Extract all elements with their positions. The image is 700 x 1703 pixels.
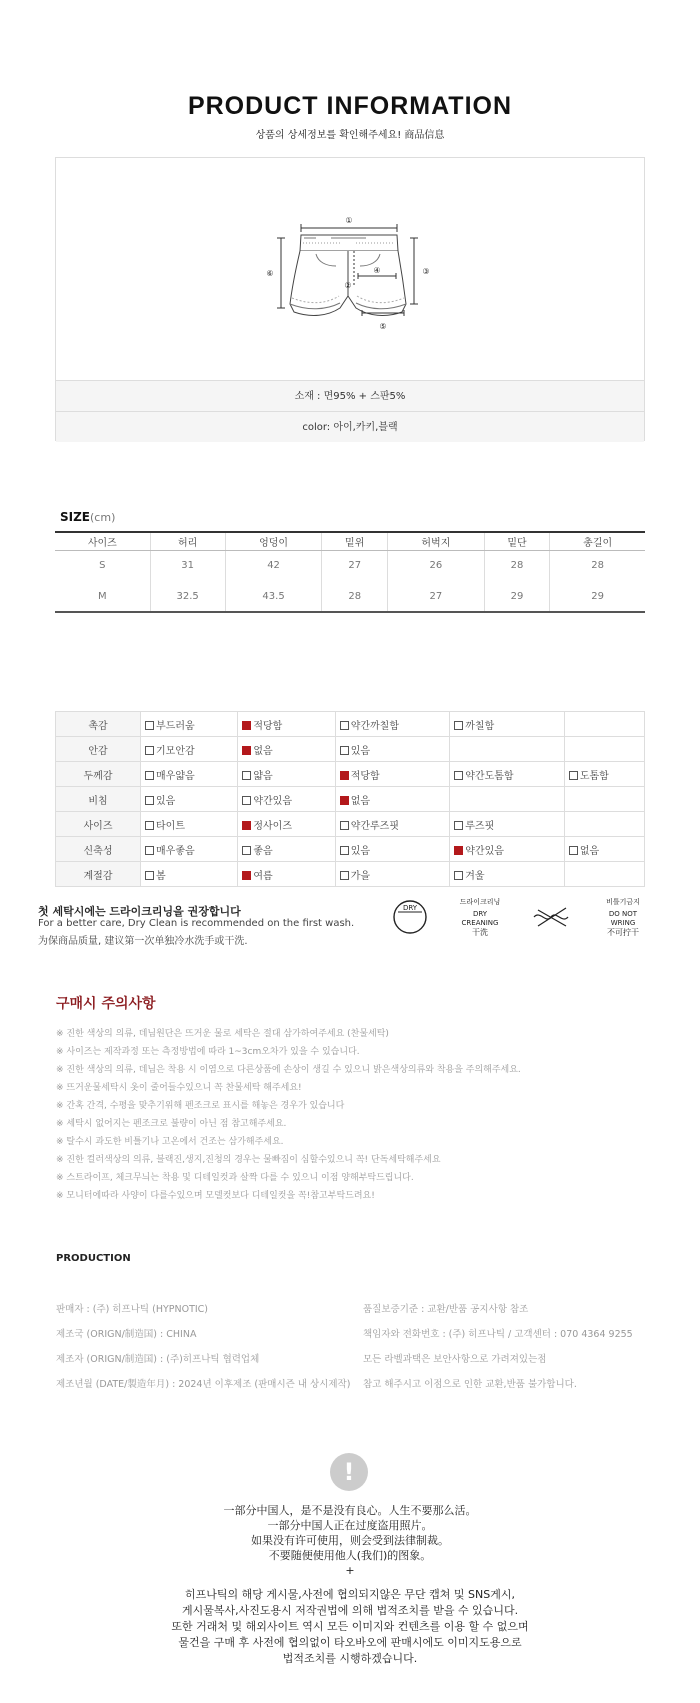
size-cell: 28: [484, 550, 550, 581]
do-not-wring-icon: [530, 902, 572, 932]
wring-en1: DO NOT: [608, 910, 638, 918]
unchecked-box-icon: [340, 871, 349, 880]
copyright-line: 법적조치를 시행하겠습니다.: [282, 1652, 418, 1665]
checked-box-icon: [340, 796, 349, 805]
size-cell: 43.5: [225, 581, 322, 612]
wring-kr: 비틀기금지: [606, 898, 640, 906]
copyright-line: 如果没有许可使用，则会受到法律制裁。: [251, 1534, 449, 1547]
size-cell: 29: [550, 581, 645, 612]
size-cell: 28: [550, 550, 645, 581]
production-line: 책임자와 전화번호 : (주) 히프나틱 / 고객센터 : 070 4364 9255: [363, 1329, 633, 1340]
dry-clean-icon: [390, 897, 430, 937]
unchecked-box-icon: [145, 721, 154, 730]
notice-item: ※ 모니터에따라 사양이 다를수있으며 모델컷보다 디테일컷을 꼭!참고부탁드려요!: [56, 1191, 375, 1201]
size-heading-label: SIZE: [60, 510, 91, 524]
size-cell: 42: [225, 550, 322, 581]
fit-option-label: 약간도톰함: [465, 770, 514, 782]
production-line: 품질보증기준 : 교환/반품 공지사항 참조: [363, 1304, 529, 1315]
fit-table: [55, 711, 645, 887]
notice-item: ※ 스트라이프, 체크무늬는 착용 및 디테일컷과 살짝 다를 수 있으니 이점 양해부탁드립니다.: [56, 1173, 414, 1183]
fit-option: [141, 762, 238, 787]
notice-item: ※ 간혹 간격, 수평을 맞추기위해 펜조크로 표시를 해놓은 경우가 있습니다: [56, 1101, 345, 1111]
fit-option-label: 겨울: [465, 870, 485, 882]
fit-option: [450, 737, 565, 762]
size-header-cell: 허리: [150, 532, 225, 550]
fit-option: [335, 712, 450, 737]
fit-option-label: 기모안감: [156, 745, 195, 757]
size-cell: 32.5: [150, 581, 225, 612]
notice-item: ※ 세탁시 없어지는 펜조크로 불량이 아닌 점 참고해주세요.: [56, 1119, 287, 1129]
unchecked-box-icon: [340, 721, 349, 730]
unchecked-box-icon: [340, 821, 349, 830]
unchecked-box-icon: [454, 771, 463, 780]
production-line: 제조국 (ORIGN/制造国) : CHINA: [56, 1329, 197, 1340]
fit-option: [238, 862, 335, 887]
dry-clean-en2: CREANING: [461, 919, 499, 927]
fit-option-label: 없음: [253, 745, 273, 757]
fit-option: [564, 862, 644, 887]
unchecked-box-icon: [145, 821, 154, 830]
shorts-diagram-svg: [56, 158, 646, 380]
unchecked-box-icon: [569, 771, 578, 780]
fit-row-label: 두께감: [56, 762, 141, 787]
copyright-line: 一部分中国人，是不是没有良心。人生不要那么活。: [223, 1504, 477, 1517]
copyright-line: 不要随便使用他人(我们)的图象。: [268, 1549, 432, 1562]
production-line: 참고 해주시고 이점으로 인한 교환,반품 불가합니다.: [363, 1379, 577, 1390]
fit-option: [141, 837, 238, 862]
marker-6: ⑥: [266, 269, 274, 278]
fit-option: [564, 762, 644, 787]
fit-option: [141, 787, 238, 812]
page-subtitle: 상품의 상세정보를 확인해주세요! 商品信息: [255, 130, 445, 141]
size-heading: [60, 510, 115, 524]
fit-option: [238, 712, 335, 737]
fit-option-label: 약간루즈핏: [350, 820, 399, 832]
size-cell: 28: [322, 581, 388, 612]
fit-option-label: 타이트: [156, 820, 185, 832]
fit-option: [238, 837, 335, 862]
size-header-cell: 총길이: [550, 532, 645, 550]
size-header-cell: 엉덩이: [225, 532, 322, 550]
dry-clean-label: [450, 898, 510, 937]
production-line: 제조자 (ORIGN/制造国) : (주)히프나틱 협력업체: [56, 1354, 260, 1365]
fit-row: [56, 812, 645, 837]
do-not-wring-label: [597, 898, 649, 937]
fit-option-label: 루즈핏: [465, 820, 495, 832]
copyright-line: 물건을 구매 후 사전에 협의없이 타오바오에 판매시에도 이미지도용으로: [178, 1636, 522, 1649]
fit-option: [238, 812, 335, 837]
fit-option: [450, 762, 565, 787]
fit-option-label: 까칠함: [465, 720, 495, 732]
unchecked-box-icon: [454, 721, 463, 730]
fit-row: [56, 837, 645, 862]
fit-option: [564, 812, 644, 837]
fit-option-label: 부드러움: [156, 720, 195, 732]
dry-clean-cn: 干洗: [472, 928, 488, 937]
fit-row-label: 계절감: [56, 862, 141, 887]
size-cell: S: [99, 560, 106, 572]
fit-row-label: 안감: [56, 737, 141, 762]
marker-4: ④: [373, 266, 381, 275]
production-right: [363, 1297, 633, 1397]
copyright-line: 히프나틱의 해당 게시물,사전에 협의되지않은 무단 캡쳐 및 SNS게시,: [185, 1588, 515, 1601]
fit-option: [564, 712, 644, 737]
fit-option: [141, 712, 238, 737]
wash-english: For a better care, Dry Clean is recommended on the first wash.: [38, 918, 355, 929]
fit-option: [335, 812, 450, 837]
unchecked-box-icon: [145, 871, 154, 880]
fit-option-label: 얇음: [253, 770, 273, 782]
fit-option-label: 없음: [350, 795, 371, 807]
fit-option: [450, 862, 565, 887]
size-unit: (cm): [90, 511, 116, 524]
fit-option: [238, 737, 335, 762]
production-line: 모든 라벨과택은 보안사항으로 가려져있는점: [363, 1354, 547, 1365]
notice-item: ※ 진한 색상의 의류, 데님원단은 뜨거운 물로 세탁은 절대 삼가하여주세요 (찬물세탁): [56, 1029, 389, 1039]
wring-en2: WRING: [610, 919, 636, 927]
size-cell: 31: [150, 550, 225, 581]
fit-option: [564, 737, 644, 762]
size-header-cell: 밑위: [322, 532, 388, 550]
notice-list: [56, 1025, 521, 1205]
fit-option: [564, 837, 644, 862]
fit-option: [335, 862, 450, 887]
size-diagram: [56, 158, 644, 380]
fit-row-label: 촉감: [56, 712, 141, 737]
size-header-cell: 사이즈: [55, 532, 150, 550]
notice-title: 구매시 주의사항: [56, 996, 156, 1012]
fit-option: [450, 837, 565, 862]
notice-item: ※ 진한 컬러색상의 의류, 블랙진,생지,진청의 경우는 물빠짐이 심할수있으니 꼭! 단독세탁해주세요: [56, 1155, 441, 1165]
fit-row-label: 사이즈: [56, 812, 141, 837]
fit-option-label: 있음: [156, 795, 176, 807]
product-info-box: [55, 157, 645, 441]
wash-chinese: 为保商品质量, 建议第一次单独冷水洗手或干洗.: [38, 936, 248, 947]
fit-option: [141, 737, 238, 762]
color-row: color: 아이,카키,블랙: [56, 411, 644, 442]
unchecked-box-icon: [569, 846, 578, 855]
fit-option-label: 정사이즈: [253, 820, 292, 832]
material-row: 소재 : 면95% + 스판5%: [56, 380, 644, 411]
size-row: [55, 550, 645, 581]
unchecked-box-icon: [340, 746, 349, 755]
copyright-korean: [0, 1587, 700, 1667]
size-header-cell: 허벅지: [388, 532, 485, 550]
fit-option-label: 좋음: [253, 845, 273, 857]
fit-row: [56, 787, 645, 812]
unchecked-box-icon: [145, 746, 154, 755]
dry-icon-label: DRY: [402, 904, 418, 912]
checked-box-icon: [242, 871, 251, 880]
fit-row: [56, 712, 645, 737]
fit-row-label: 비침: [56, 787, 141, 812]
size-header-cell: 밑단: [484, 532, 550, 550]
size-cell: 29: [484, 581, 550, 612]
checked-box-icon: [454, 846, 463, 855]
marker-5: ⑤: [379, 322, 387, 331]
fit-option: [450, 787, 565, 812]
dry-clean-en1: DRY: [472, 910, 488, 918]
fit-option: [238, 787, 335, 812]
wash-title: 첫 세탁시에는 드라이크리닝을 권장합니다: [38, 905, 241, 918]
notice-item: ※ 뜨거운물세탁시 옷이 줄어들수있으니 꼭 찬물세탁 해주세요!: [56, 1083, 302, 1093]
fit-option-label: 매우좋음: [156, 845, 195, 857]
size-cell: 27: [322, 550, 388, 581]
checked-box-icon: [242, 721, 251, 730]
copyright-line: 게시물복사,사진도용시 저작권법에 의해 법적조치를 받을 수 있습니다.: [181, 1604, 519, 1617]
unchecked-box-icon: [340, 846, 349, 855]
fit-option-label: 없음: [579, 845, 600, 857]
fit-option: [564, 787, 644, 812]
copyright-chinese: [0, 1503, 700, 1578]
size-cell: 26: [388, 550, 485, 581]
marker-2: ②: [344, 281, 352, 290]
unchecked-box-icon: [242, 846, 251, 855]
page-title: PRODUCT INFORMATION: [187, 92, 513, 120]
fit-row: [56, 862, 645, 887]
size-row: [55, 581, 645, 612]
production-line: 제조년월 (DATE/製造年月) : 2024년 이후제조 (판매시즌 내 상시제작): [56, 1379, 351, 1390]
fit-option-label: 가을: [350, 870, 371, 882]
production-title: PRODUCTION: [56, 1253, 131, 1264]
fit-option: [335, 737, 450, 762]
fit-option-label: 있음: [350, 845, 371, 857]
copyright-line: +: [345, 1564, 355, 1577]
fit-option: [335, 762, 450, 787]
fit-option: [238, 762, 335, 787]
fit-option-label: 봄: [156, 870, 166, 882]
unchecked-box-icon: [145, 846, 154, 855]
fit-option: [450, 812, 565, 837]
fit-option: [335, 787, 450, 812]
copyright-line: 또한 거래처 및 해외사이트 역시 모든 이미지와 컨텐츠를 이용 할 수 없으며: [171, 1620, 529, 1633]
fit-option-label: 적당함: [350, 770, 380, 782]
fit-option-label: 있음: [350, 745, 371, 757]
unchecked-box-icon: [145, 796, 154, 805]
marker-3: ③: [422, 267, 430, 276]
copyright-line: 一部分中国人正在过度盗用照片。: [267, 1519, 433, 1532]
production-line: 판매자 : (주) 히프나틱 (HYPNOTIC): [56, 1304, 209, 1315]
fit-row: [56, 737, 645, 762]
fit-option-label: 적당함: [253, 720, 283, 732]
fit-option: [335, 837, 450, 862]
size-cell: 27: [388, 581, 485, 612]
notice-item: ※ 진한 색상의 의류, 데님은 착용 시 이염으로 다른상품에 손상이 생길 수 있으니 밝은색상의류와 착용을 주의해주세요.: [56, 1065, 521, 1075]
unchecked-box-icon: [242, 771, 251, 780]
fit-option-label: 약간있음: [465, 845, 504, 857]
checked-box-icon: [242, 821, 251, 830]
fit-option-label: 매우얇음: [156, 770, 195, 782]
checked-box-icon: [242, 746, 251, 755]
notice-item: ※ 사이즈는 제작과정 또는 측정방법에 따라 1~3cm오차가 있을 수 있습니다.: [56, 1047, 360, 1057]
fit-option-label: 여름: [253, 870, 273, 882]
unchecked-box-icon: [454, 871, 463, 880]
production-left: [56, 1297, 350, 1397]
fit-option: [141, 812, 238, 837]
dry-clean-kr: 드라이크리닝: [459, 898, 501, 906]
fit-row: [56, 762, 645, 787]
checked-box-icon: [340, 771, 349, 780]
marker-1: ①: [345, 216, 353, 225]
notice-item: ※ 탈수시 과도한 비틀기나 고온에서 건조는 삼가해주세요.: [56, 1137, 284, 1147]
size-cell: M: [55, 581, 150, 612]
unchecked-box-icon: [145, 771, 154, 780]
fit-option-label: 도톰함: [579, 770, 609, 782]
fit-option-label: 약간있음: [253, 795, 292, 807]
unchecked-box-icon: [242, 796, 251, 805]
fit-option: [141, 862, 238, 887]
fit-option-label: 약간까칠함: [350, 720, 399, 732]
wring-cn: 不可拧干: [607, 928, 639, 937]
fit-row-label: 신축성: [56, 837, 141, 862]
warning-icon: !: [330, 1453, 368, 1491]
fit-option: [450, 712, 565, 737]
size-table: [55, 531, 645, 613]
unchecked-box-icon: [454, 821, 463, 830]
